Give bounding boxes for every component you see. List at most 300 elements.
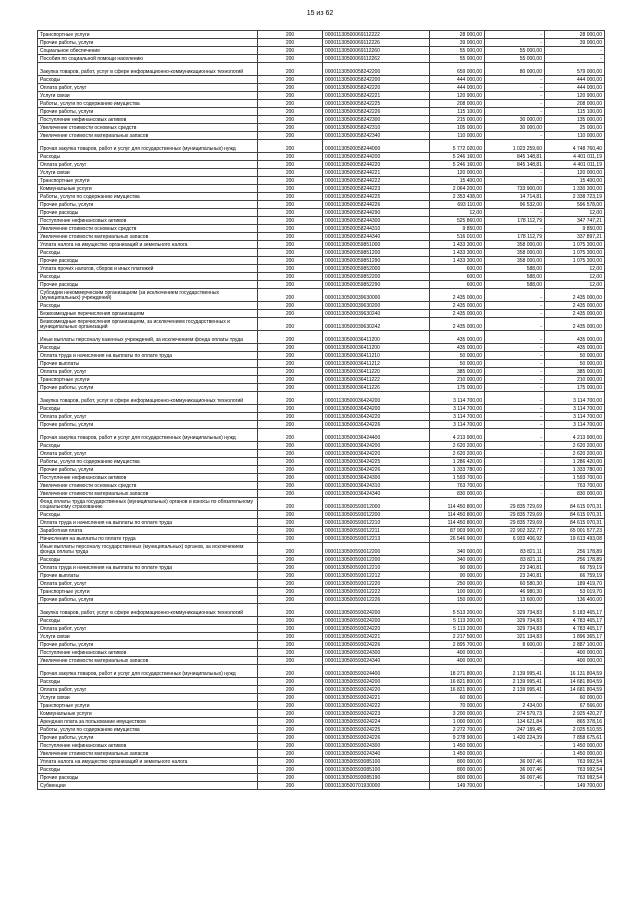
budget-code-cell: 00001130500058244225 [323, 193, 430, 201]
row-name-cell: Увеличение стоимости основных средств [38, 225, 258, 233]
line-code-cell: 200 [258, 710, 323, 718]
approved-amount-cell: 100 000,00 [430, 588, 485, 596]
line-code-cell: 200 [258, 758, 323, 766]
remaining-amount-cell: 400 000,00 [545, 657, 605, 665]
approved-amount-cell: 525 860,00 [430, 217, 485, 225]
table-row [38, 47, 605, 55]
executed-amount-cell: 588,00 [485, 281, 545, 289]
approved-amount-cell: 110 000,00 [430, 132, 485, 140]
line-code-cell: 200 [258, 466, 323, 474]
budget-code-cell: 00001130500593024221 [323, 633, 430, 641]
remaining-amount-cell: 7 858 675,61 [545, 734, 605, 742]
remaining-amount-cell: 5 183 465,17 [545, 604, 605, 617]
budget-code-cell: 00001130500593024200 [323, 604, 430, 617]
executed-amount-cell: - [485, 649, 545, 657]
line-code-cell: 200 [258, 686, 323, 694]
row-name-cell: Расходы [38, 556, 258, 564]
approved-amount-cell: 105 000,00 [430, 124, 485, 132]
row-name-cell: Работы, услуги по содержанию имущества [38, 726, 258, 734]
table-row [38, 384, 605, 392]
approved-amount-cell: 435 000,00 [430, 344, 485, 352]
executed-amount-cell: 29 835 729,69 [485, 498, 545, 511]
table-row [38, 766, 605, 774]
executed-amount-cell: 358 000,00 [485, 241, 545, 249]
remaining-amount-cell: 9 850,00 [545, 225, 605, 233]
remaining-amount-cell: 3 114 700,00 [545, 392, 605, 405]
executed-amount-cell: 178 112,79 [485, 233, 545, 241]
executed-amount-cell: - [485, 302, 545, 310]
budget-code-cell: 00001130500036424200 [323, 405, 430, 413]
table-row [38, 686, 605, 694]
table-row [38, 474, 605, 482]
table-row [38, 450, 605, 458]
line-code-cell: 200 [258, 233, 323, 241]
budget-code-cell: 00001130500036424226 [323, 466, 430, 474]
row-name-cell: Прочие расходы [38, 774, 258, 782]
budget-code-cell: 00001130500069112222 [323, 31, 430, 39]
budget-code-cell: 00001130500593012220 [323, 580, 430, 588]
table-row [38, 543, 605, 556]
row-name-cell: Арендная плата за пользование имуществом [38, 718, 258, 726]
approved-amount-cell: 1 286 420,00 [430, 458, 485, 466]
approved-amount-cell: 2 620 200,00 [430, 450, 485, 458]
table-row [38, 318, 605, 331]
executed-amount-cell: - [485, 108, 545, 116]
remaining-amount-cell: 579 000,00 [545, 63, 605, 76]
remaining-amount-cell: 347 747,21 [545, 217, 605, 225]
executed-amount-cell: - [485, 318, 545, 331]
remaining-amount-cell: 12,00 [545, 209, 605, 217]
executed-amount-cell: - [485, 466, 545, 474]
approved-amount-cell: 800 000,00 [430, 774, 485, 782]
approved-amount-cell: 149 700,00 [430, 782, 485, 790]
line-code-cell: 200 [258, 572, 323, 580]
row-name-cell: Заработная плата [38, 527, 258, 535]
executed-amount-cell: 329 734,83 [485, 604, 545, 617]
budget-code-cell: 00001130500036411200 [323, 331, 430, 344]
executed-amount-cell: - [485, 429, 545, 442]
executed-amount-cell: 329 734,83 [485, 617, 545, 625]
table-row [38, 498, 605, 511]
line-code-cell: 200 [258, 750, 323, 758]
row-name-cell: Оплата работ, услуг [38, 368, 258, 376]
row-name-cell: Расходы [38, 405, 258, 413]
remaining-amount-cell: 65 001 577,23 [545, 527, 605, 535]
table-row [38, 580, 605, 588]
budget-code-cell: 00001130500058244222 [323, 177, 430, 185]
line-code-cell: 200 [258, 442, 323, 450]
executed-amount-cell: - [485, 657, 545, 665]
approved-amount-cell: 87 903 900,00 [430, 527, 485, 535]
executed-amount-cell: - [485, 750, 545, 758]
executed-amount-cell: - [485, 225, 545, 233]
remaining-amount-cell: 15 400,00 [545, 177, 605, 185]
table-row [38, 193, 605, 201]
row-name-cell: Прочая закупка товаров, работ и услуг для государственных (муниципальных) нужд [38, 665, 258, 678]
table-row [38, 758, 605, 766]
executed-amount-cell: 2 434,00 [485, 702, 545, 710]
table-row [38, 302, 605, 310]
line-code-cell: 200 [258, 734, 323, 742]
budget-code-cell: 00001130500036411212 [323, 360, 430, 368]
table-row [38, 710, 605, 718]
budget-code-cell: 00001130500593024340 [323, 750, 430, 758]
row-name-cell: Пособия по социальной помощи населению [38, 55, 258, 63]
remaining-amount-cell: 50 000,00 [545, 352, 605, 360]
row-name-cell: Закупка товаров, работ, услуг в сфере информационно-коммуникационных технологий [38, 604, 258, 617]
row-name-cell: Поступление нефинансовых активов [38, 474, 258, 482]
remaining-amount-cell: 2 435 000,00 [545, 302, 605, 310]
executed-amount-cell: 8 600,00 [485, 641, 545, 649]
line-code-cell: 200 [258, 726, 323, 734]
remaining-amount-cell: 2 435 000,00 [545, 310, 605, 318]
remaining-amount-cell: 2 620 200,00 [545, 450, 605, 458]
budget-code-cell: 00001130500058244200 [323, 153, 430, 161]
line-code-cell: 200 [258, 47, 323, 55]
table-row [38, 750, 605, 758]
table-row [38, 241, 605, 249]
row-name-cell: Оплата труда и начисления на выплаты по оплате труда [38, 519, 258, 527]
budget-code-cell: 00001130500593024200 [323, 678, 430, 686]
approved-amount-cell: 1 450 000,00 [430, 742, 485, 750]
approved-amount-cell: 55 000,00 [430, 47, 485, 55]
table-row [38, 458, 605, 466]
budget-code-cell: 00001130500058244340 [323, 233, 430, 241]
table-row [38, 84, 605, 92]
budget-code-cell: 00001130500059851290 [323, 257, 430, 265]
table-row [38, 774, 605, 782]
line-code-cell: 200 [258, 556, 323, 564]
row-name-cell: Оплата работ, услуг [38, 686, 258, 694]
table-row [38, 405, 605, 413]
line-code-cell: 200 [258, 657, 323, 665]
table-row [38, 265, 605, 273]
table-row [38, 442, 605, 450]
budget-code-cell: 00001130500036411222 [323, 376, 430, 384]
row-name-cell: Субсидии некоммерческим организациям (за исключением государственных (муниципальных) учреждений) [38, 289, 258, 302]
budget-code-cell: 00001130500593024300 [323, 649, 430, 657]
line-code-cell: 200 [258, 625, 323, 633]
approved-amount-cell: 50 000,00 [430, 352, 485, 360]
line-code-cell: 200 [258, 718, 323, 726]
table-row [38, 352, 605, 360]
budget-code-cell: 00001130500058242226 [323, 108, 430, 116]
executed-amount-cell: - [485, 368, 545, 376]
executed-amount-cell: 46 980,30 [485, 588, 545, 596]
row-name-cell: Поступление нефинансовых активов [38, 116, 258, 124]
approved-amount-cell: 250 000,00 [430, 580, 485, 588]
line-code-cell: 200 [258, 474, 323, 482]
line-code-cell: 200 [258, 678, 323, 686]
table-row [38, 310, 605, 318]
row-name-cell: Оплата труда и начисления на выплаты по оплате труда [38, 564, 258, 572]
remaining-amount-cell: 19 613 493,08 [545, 535, 605, 543]
executed-amount-cell: 329 734,83 [485, 625, 545, 633]
executed-amount-cell: - [485, 742, 545, 750]
table-row [38, 257, 605, 265]
table-row [38, 702, 605, 710]
executed-amount-cell: 83 821,11 [485, 543, 545, 556]
approved-amount-cell: 444 000,00 [430, 76, 485, 84]
line-code-cell: 200 [258, 535, 323, 543]
row-name-cell: Оплата работ, услуг [38, 161, 258, 169]
executed-amount-cell: 29 835 729,69 [485, 519, 545, 527]
line-code-cell: 200 [258, 384, 323, 392]
line-code-cell: 200 [258, 368, 323, 376]
executed-amount-cell: - [485, 92, 545, 100]
budget-code-cell: 00001130500701930000 [323, 782, 430, 790]
line-code-cell: 200 [258, 742, 323, 750]
line-code-cell: 200 [258, 519, 323, 527]
table-row [38, 617, 605, 625]
line-code-cell: 200 [258, 161, 323, 169]
budget-code-cell: 00001130500593024222 [323, 702, 430, 710]
approved-amount-cell: 114 450 800,00 [430, 511, 485, 519]
approved-amount-cell: 2 353 438,00 [430, 193, 485, 201]
remaining-amount-cell: 444 000,00 [545, 84, 605, 92]
executed-amount-cell: 845 148,81 [485, 161, 545, 169]
budget-code-cell: 00001130500593012200 [323, 556, 430, 564]
row-name-cell: Уплата прочих налогов, сборов и иных платежей [38, 265, 258, 273]
row-name-cell: Расходы [38, 302, 258, 310]
line-code-cell: 200 [258, 177, 323, 185]
table-row [38, 641, 605, 649]
remaining-amount-cell: 444 000,00 [545, 76, 605, 84]
line-code-cell: 200 [258, 55, 323, 63]
row-name-cell: Уплата налога на имущество организаций и земельного налога [38, 758, 258, 766]
remaining-amount-cell: 84 615 070,31 [545, 511, 605, 519]
line-code-cell: 200 [258, 580, 323, 588]
line-code-cell: 200 [258, 352, 323, 360]
table-row [38, 161, 605, 169]
approved-amount-cell: 3 200 000,00 [430, 710, 485, 718]
remaining-amount-cell: 1 333 780,00 [545, 466, 605, 474]
executed-amount-cell: 23 240,81 [485, 572, 545, 580]
remaining-amount-cell: 385 000,00 [545, 368, 605, 376]
executed-amount-cell: 2 139 995,41 [485, 678, 545, 686]
row-name-cell: Прочие расходы [38, 209, 258, 217]
approved-amount-cell: 150 000,00 [430, 596, 485, 604]
table-row [38, 360, 605, 368]
line-code-cell: 200 [258, 392, 323, 405]
table-row [38, 742, 605, 750]
remaining-amount-cell: 53 019,70 [545, 588, 605, 596]
remaining-amount-cell: 175 000,00 [545, 384, 605, 392]
remaining-amount-cell: 67 566,00 [545, 702, 605, 710]
line-code-cell: 200 [258, 429, 323, 442]
budget-code-cell: 00001130500058244290 [323, 209, 430, 217]
budget-code-cell: 00001130500069112226 [323, 39, 430, 47]
line-code-cell: 200 [258, 302, 323, 310]
remaining-amount-cell: 763 700,00 [545, 482, 605, 490]
line-code-cell: 200 [258, 596, 323, 604]
approved-amount-cell: 2 435 000,00 [430, 302, 485, 310]
row-name-cell: Увеличение стоимости материальных запасов [38, 750, 258, 758]
remaining-amount-cell: 2 435 000,00 [545, 318, 605, 331]
table-row [38, 572, 605, 580]
executed-amount-cell: - [485, 331, 545, 344]
table-row [38, 556, 605, 564]
line-code-cell: 200 [258, 482, 323, 490]
budget-code-cell: 00001130500593024300 [323, 742, 430, 750]
line-code-cell: 200 [258, 185, 323, 193]
table-row [38, 209, 605, 217]
table-row [38, 169, 605, 177]
executed-amount-cell: 29 835 729,69 [485, 511, 545, 519]
row-name-cell: Прочие расходы [38, 281, 258, 289]
line-code-cell: 200 [258, 702, 323, 710]
row-name-cell: Транспортные услуги [38, 702, 258, 710]
approved-amount-cell: 435 000,00 [430, 331, 485, 344]
budget-code-cell: 00001130500036411226 [323, 384, 430, 392]
row-name-cell: Поступление нефинансовых активов [38, 649, 258, 657]
approved-amount-cell: 5 113 200,00 [430, 625, 485, 633]
row-name-cell: Увеличение стоимости материальных запасов [38, 490, 258, 498]
table-row [38, 421, 605, 429]
table-row [38, 413, 605, 421]
line-code-cell: 200 [258, 31, 323, 39]
row-name-cell: Субвенции [38, 782, 258, 790]
remaining-amount-cell: 1 075 300,00 [545, 241, 605, 249]
table-row [38, 233, 605, 241]
remaining-amount-cell: 763 992,54 [545, 758, 605, 766]
remaining-amount-cell: 400 000,00 [545, 649, 605, 657]
approved-amount-cell: 15 400,00 [430, 177, 485, 185]
executed-amount-cell: 733 900,00 [485, 185, 545, 193]
executed-amount-cell: - [485, 76, 545, 84]
remaining-amount-cell: 66 759,19 [545, 572, 605, 580]
row-name-cell: Прочие работы, услуги [38, 421, 258, 429]
row-name-cell: Оплата работ, услуг [38, 413, 258, 421]
approved-amount-cell: 1 450 000,00 [430, 750, 485, 758]
executed-amount-cell: 321 134,83 [485, 633, 545, 641]
approved-amount-cell: 830 000,00 [430, 490, 485, 498]
approved-amount-cell: 763 700,00 [430, 482, 485, 490]
executed-amount-cell: 22 902 322,77 [485, 527, 545, 535]
executed-amount-cell: 845 148,81 [485, 153, 545, 161]
row-name-cell: Увеличение стоимости материальных запасов [38, 132, 258, 140]
approved-amount-cell: 18 271 800,00 [430, 665, 485, 678]
table-row [38, 527, 605, 535]
table-row [38, 185, 605, 193]
budget-code-cell: 00001130500069112262 [323, 55, 430, 63]
table-row [38, 726, 605, 734]
remaining-amount-cell: 256 178,89 [545, 543, 605, 556]
budget-code-cell: 00001130500058244226 [323, 201, 430, 209]
remaining-amount-cell: 66 759,19 [545, 564, 605, 572]
approved-amount-cell: 5 772 020,00 [430, 140, 485, 153]
approved-amount-cell: 659 000,00 [430, 63, 485, 76]
budget-code-cell: 00001130500593012222 [323, 588, 430, 596]
table-row [38, 633, 605, 641]
executed-amount-cell: - [485, 413, 545, 421]
remaining-amount-cell: 12,00 [545, 265, 605, 273]
executed-amount-cell: 55 000,00 [485, 55, 545, 63]
budget-code-cell: 00001130500036424225 [323, 458, 430, 466]
line-code-cell: 200 [258, 405, 323, 413]
budget-code-cell: 00001130500058242300 [323, 116, 430, 124]
executed-amount-cell: - [485, 442, 545, 450]
budget-code-cell: 00001130500593024225 [323, 726, 430, 734]
budget-code-cell: 00001130500593012211 [323, 527, 430, 535]
approved-amount-cell: 600,00 [430, 265, 485, 273]
approved-amount-cell: 1 000 000,00 [430, 718, 485, 726]
budget-code-cell: 00001130500039630240 [323, 310, 430, 318]
remaining-amount-cell: 4 783 465,17 [545, 625, 605, 633]
budget-code-cell: 00001130500593012226 [323, 596, 430, 604]
budget-code-cell: 00001130500593012213 [323, 535, 430, 543]
approved-amount-cell: 215 000,00 [430, 116, 485, 124]
remaining-amount-cell: 1 593 700,00 [545, 474, 605, 482]
approved-amount-cell: 3 114 700,00 [430, 413, 485, 421]
row-name-cell: Расходы [38, 442, 258, 450]
budget-code-cell: 00001130500058244220 [323, 161, 430, 169]
budget-code-cell: 00001130500593024223 [323, 710, 430, 718]
approved-amount-cell: 340 000,00 [430, 543, 485, 556]
approved-amount-cell: 28 000,00 [430, 31, 485, 39]
budget-code-cell: 00001130500593012210 [323, 564, 430, 572]
remaining-amount-cell: 25 000,00 [545, 124, 605, 132]
approved-amount-cell: 114 450 800,00 [430, 498, 485, 511]
budget-code-cell: 00001130500593024340 [323, 657, 430, 665]
line-code-cell: 200 [258, 153, 323, 161]
approved-amount-cell: 16 821 800,00 [430, 686, 485, 694]
line-code-cell: 200 [258, 421, 323, 429]
remaining-amount-cell: 1 330 300,00 [545, 185, 605, 193]
table-row [38, 201, 605, 209]
executed-amount-cell: - [485, 84, 545, 92]
budget-code-cell: 00001130500036424300 [323, 474, 430, 482]
table-row [38, 604, 605, 617]
approved-amount-cell: 516 010,00 [430, 233, 485, 241]
row-name-cell: Увеличение стоимости материальных запасов [38, 233, 258, 241]
budget-code-cell: 00001130500593024400 [323, 665, 430, 678]
budget-code-cell: 00001130500058242340 [323, 132, 430, 140]
line-code-cell: 200 [258, 265, 323, 273]
remaining-amount-cell: 865 378,16 [545, 718, 605, 726]
approved-amount-cell: 3 114 700,00 [430, 421, 485, 429]
budget-code-cell: 00001130500059852000 [323, 265, 430, 273]
executed-amount-cell: 2 139 995,41 [485, 665, 545, 678]
executed-amount-cell: 30 000,00 [485, 124, 545, 132]
approved-amount-cell: 55 000,00 [430, 55, 485, 63]
executed-amount-cell: - [485, 177, 545, 185]
line-code-cell: 200 [258, 543, 323, 556]
remaining-amount-cell: 2 338 723,19 [545, 193, 605, 201]
row-name-cell: Услуги связи [38, 694, 258, 702]
line-code-cell: 200 [258, 458, 323, 466]
line-code-cell: 200 [258, 116, 323, 124]
row-name-cell: Услуги связи [38, 92, 258, 100]
executed-amount-cell: - [485, 289, 545, 302]
budget-code-cell: 00001130500059851200 [323, 249, 430, 257]
line-code-cell: 200 [258, 694, 323, 702]
line-code-cell: 200 [258, 63, 323, 76]
remaining-amount-cell: 120 000,00 [545, 169, 605, 177]
line-code-cell: 200 [258, 527, 323, 535]
table-row [38, 344, 605, 352]
approved-amount-cell: 1 433 300,00 [430, 241, 485, 249]
budget-code-cell: 00001130500593024220 [323, 625, 430, 633]
executed-amount-cell: 1 420 224,39 [485, 734, 545, 742]
row-name-cell: Поступление нефинансовых активов [38, 742, 258, 750]
budget-code-cell: 00001130500036424340 [323, 490, 430, 498]
approved-amount-cell: 1 333 780,00 [430, 466, 485, 474]
budget-code-cell: 00001130500593012200 [323, 511, 430, 519]
remaining-amount-cell: 763 992,54 [545, 766, 605, 774]
remaining-amount-cell: 4 401 011,19 [545, 161, 605, 169]
approved-amount-cell: 600,00 [430, 281, 485, 289]
